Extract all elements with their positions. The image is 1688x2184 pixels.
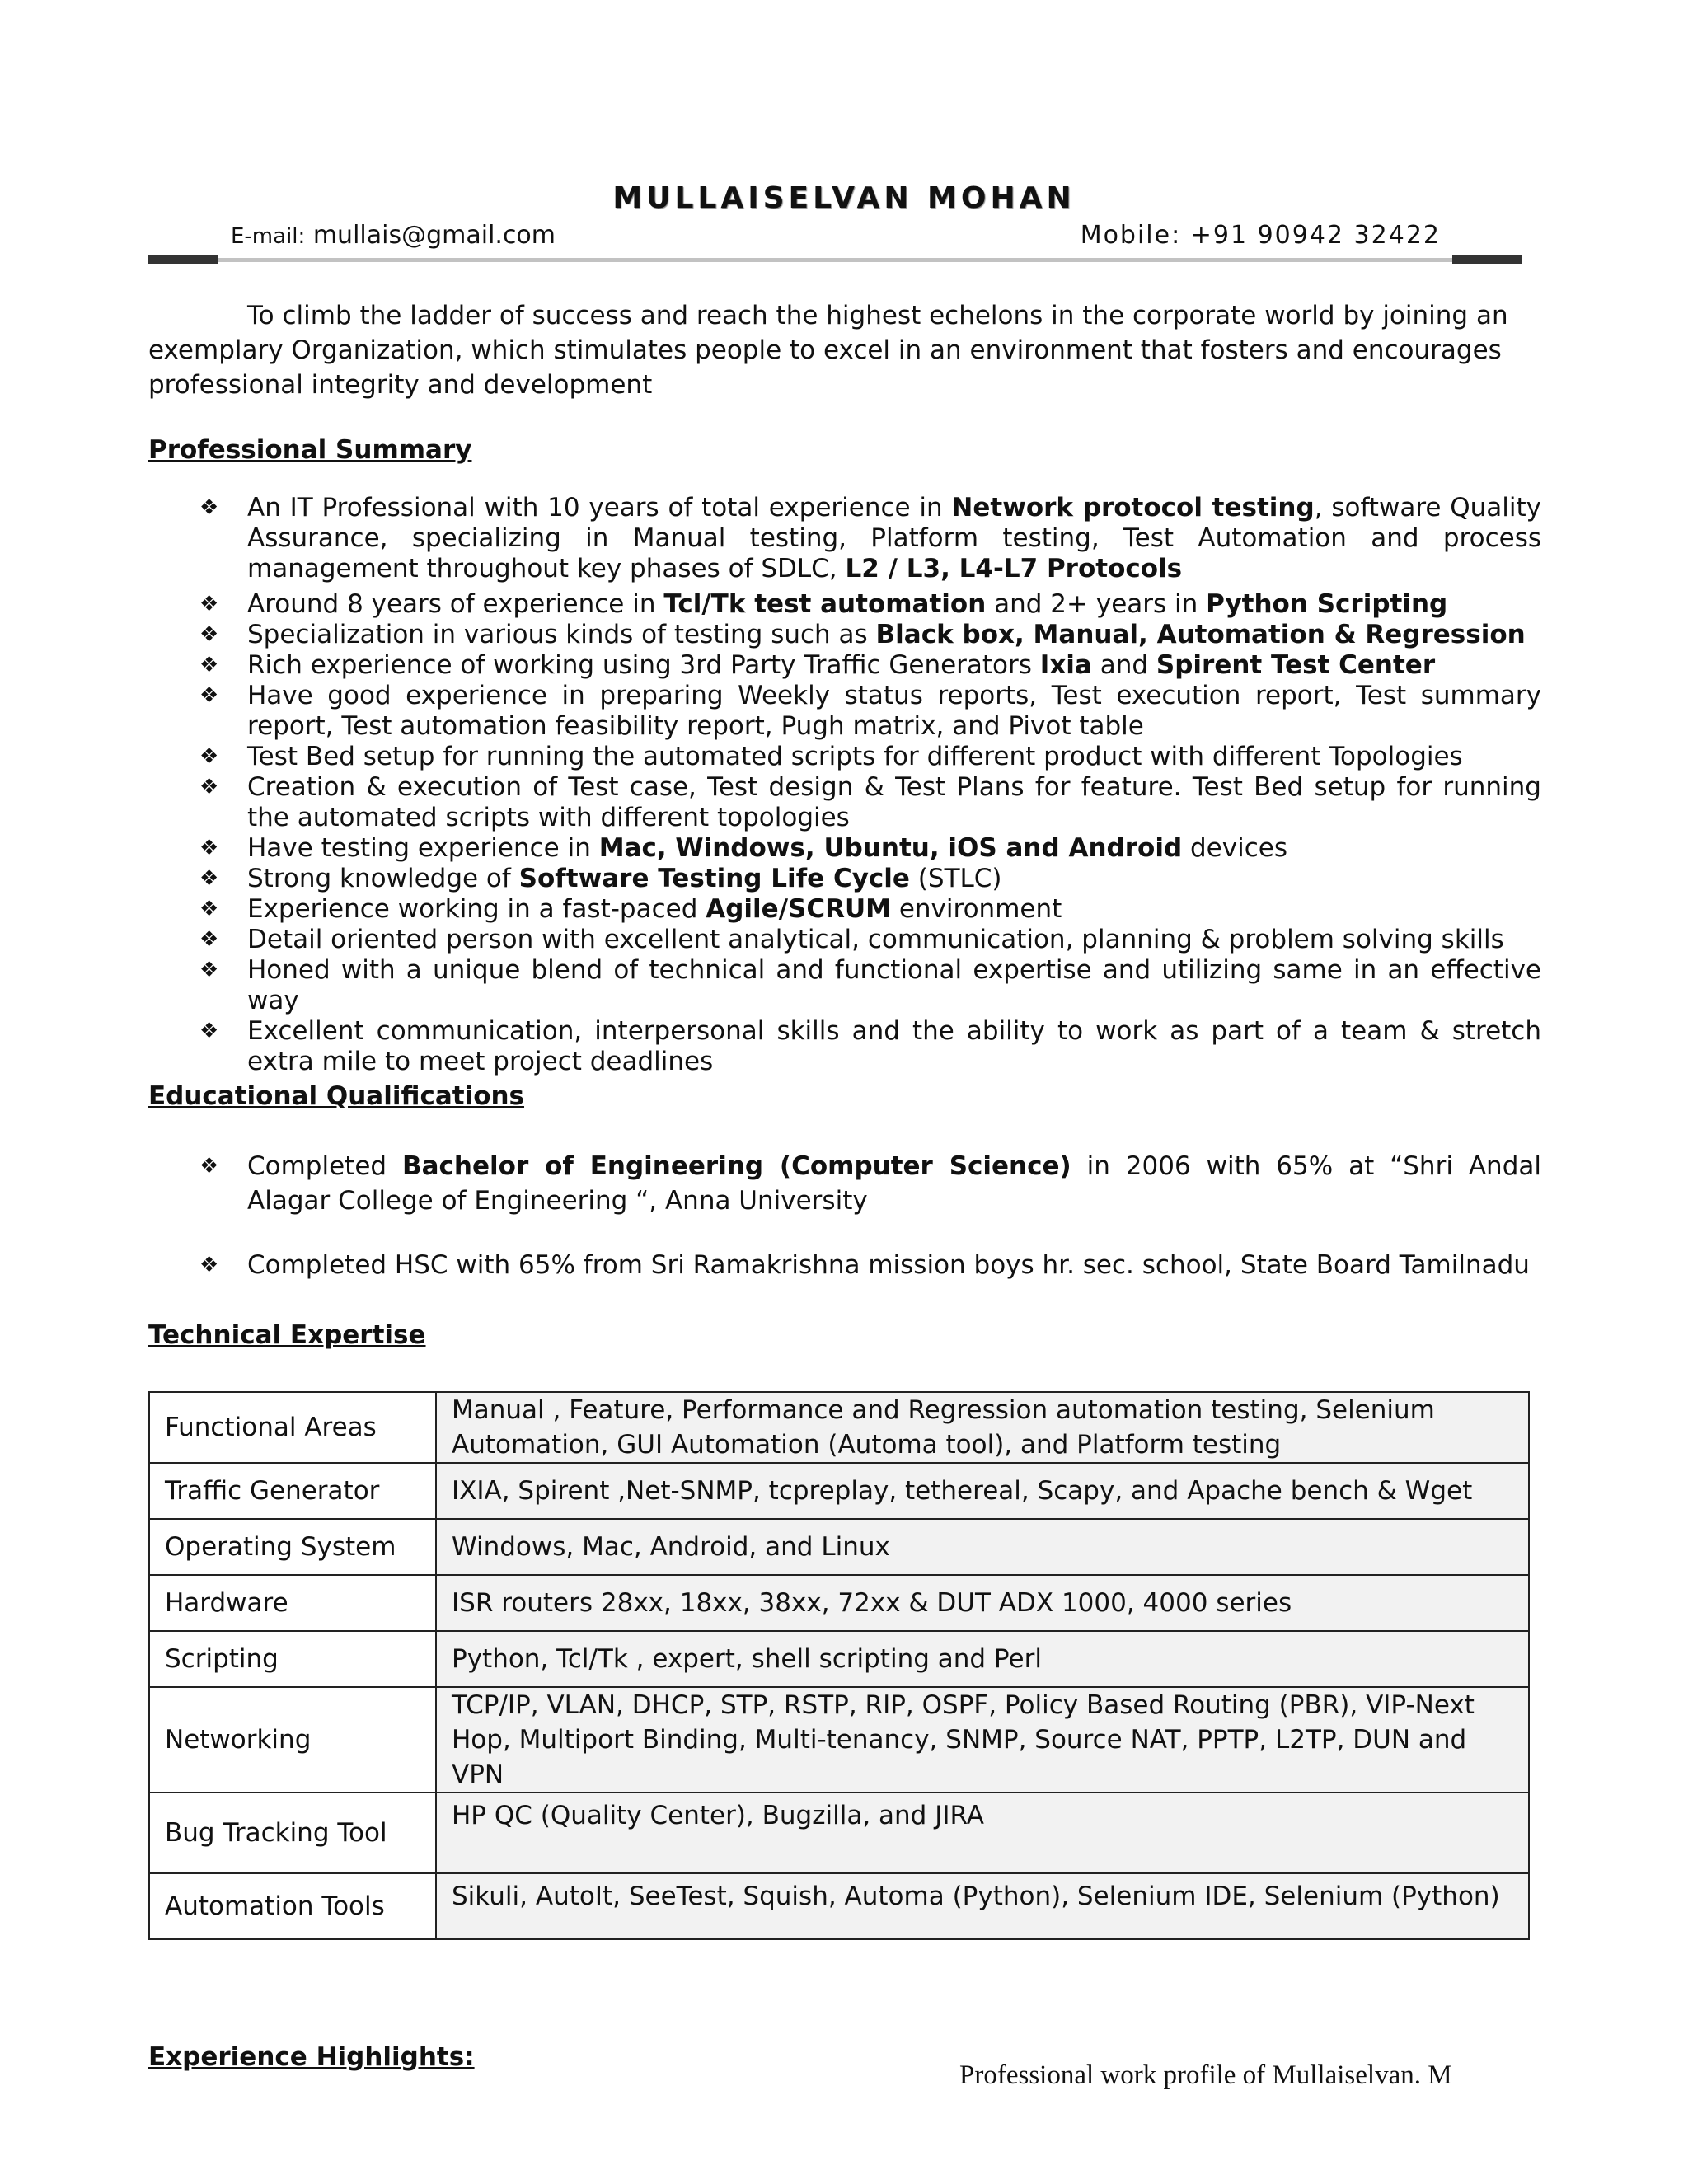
diamond-bullet-icon: ❖ <box>199 927 219 952</box>
diamond-bullet-icon: ❖ <box>199 775 219 799</box>
table-row <box>149 1793 1529 1873</box>
diamond-bullet-icon: ❖ <box>199 1154 219 1179</box>
technical-expertise-heading: Technical Expertise <box>148 1320 426 1350</box>
mobile-number: Mobile: +91 90942 32422 <box>1080 221 1441 250</box>
diamond-bullet-icon: ❖ <box>199 1019 219 1043</box>
diamond-bullet-icon: ❖ <box>199 653 219 677</box>
diamond-bullet-icon: ❖ <box>199 897 219 921</box>
list-item: ❖ Detail oriented person with excellent analytical, communication, planning & problem solving skills <box>199 925 1504 954</box>
list-item: ❖ Rich experience of working using 3rd Party Traffic Generators Ixia and Spirent Test Center <box>199 650 1436 680</box>
header-divider <box>148 255 1522 264</box>
list-item: ❖ Excellent communication, interpersonal skills and the ability to work as part of a team & stretch extra mile to meet project deadlines <box>199 1016 1541 1076</box>
table-key: Networking <box>149 1687 436 1793</box>
table-key: Traffic Generator <box>149 1463 436 1519</box>
table-key: Hardware <box>149 1575 436 1631</box>
email-line <box>231 221 556 250</box>
list-item: ❖ Around 8 years of experience in Tcl/Tk test automation and 2+ years in Python Scripting <box>199 589 1448 619</box>
technical-expertise-table <box>148 1391 1530 1940</box>
list-item: ❖ Creation & execution of Test case, Test design & Test Plans for feature. Test Bed setup for running the automated scripts with different topologies <box>199 772 1541 832</box>
table-value: Sikuli, AutoIt, SeeTest, Squish, Automa (Python), Selenium IDE, Selenium (Python) <box>436 1873 1529 1939</box>
table-row <box>149 1392 1529 1463</box>
diamond-bullet-icon: ❖ <box>199 958 219 982</box>
list-item: ❖ Have testing experience in Mac, Windows, Ubuntu, iOS and Android devices <box>199 833 1287 863</box>
education-list <box>148 1149 1541 1282</box>
table-row <box>149 1519 1529 1575</box>
diamond-bullet-icon: ❖ <box>199 866 219 891</box>
career-objective: To climb the ladder of success and reach the highest echelons in the corporate world by joining an exemplary Organization, which stimulates people to excel in an environment that fosters and encourages professional integrity and development <box>148 301 1508 400</box>
table-value: Manual , Feature, Performance and Regression automation testing, Selenium Automation, GUI Automation (Automa tool), and Platform testing <box>436 1392 1529 1463</box>
table-key: Scripting <box>149 1631 436 1687</box>
table-value: ISR routers 28xx, 18xx, 38xx, 72xx & DUT ADX 1000, 4000 series <box>436 1575 1529 1631</box>
list-item: ❖ Completed HSC with 65% from Sri Ramakrishna mission boys hr. sec. school, State Board Tamilnadu <box>148 1248 1541 1282</box>
list-item: ❖ An IT Professional with 10 years of total experience in Network protocol testing, software Quality Assurance, specializing in Manual testing, Platform testing, Test Automation and process management throughout key phases of SDLC, L2 / L3, L4-L7 Protocols <box>199 493 1542 583</box>
list-item: ❖ Experience working in a fast-paced Agile/SCRUM environment <box>199 894 1062 924</box>
list-item: ❖ Honed with a unique blend of technical and functional expertise and utilizing same in an effective way <box>199 955 1541 1015</box>
table-value: IXIA, Spirent ,Net-SNMP, tcpreplay, tethereal, Scapy, and Apache bench & Wget <box>436 1463 1529 1519</box>
table-key: Automation Tools <box>149 1873 436 1939</box>
table-value: Windows, Mac, Android, and Linux <box>436 1519 1529 1575</box>
list-item: ❖ Completed Bachelor of Engineering (Computer Science) in 2006 with 65% at “Shri Andal Alagar College of Engineering “, Anna University <box>148 1149 1541 1218</box>
table-value: HP QC (Quality Center), Bugzilla, and JIRA <box>436 1793 1529 1873</box>
email-label: E-mail: <box>231 224 306 249</box>
diamond-bullet-icon: ❖ <box>199 836 219 860</box>
table-key: Bug Tracking Tool <box>149 1793 436 1873</box>
table-key: Functional Areas <box>149 1392 436 1463</box>
email-address[interactable]: mullais@gmail.com <box>312 221 556 250</box>
experience-heading: Experience Highlights: <box>148 2042 475 2072</box>
table-row <box>149 1463 1529 1519</box>
diamond-bullet-icon: ❖ <box>199 683 219 708</box>
diamond-bullet-icon: ❖ <box>199 592 219 616</box>
table-value: Python, Tcl/Tk , expert, shell scripting and Perl <box>436 1631 1529 1687</box>
table-key: Operating System <box>149 1519 436 1575</box>
list-item: ❖ Strong knowledge of Software Testing Life Cycle (STLC) <box>199 864 1002 893</box>
page-footer: Professional work profile of Mullaiselvan. M <box>959 2060 1452 2090</box>
list-item: ❖ Specialization in various kinds of testing such as Black box, Manual, Automation & Regression <box>199 620 1526 649</box>
diamond-bullet-icon: ❖ <box>199 622 219 647</box>
diamond-bullet-icon: ❖ <box>199 1253 219 1277</box>
list-item: ❖ Test Bed setup for running the automated scripts for different product with different Topologies <box>199 742 1463 771</box>
professional-summary-heading: Professional Summary <box>148 435 472 465</box>
table-row <box>149 1631 1529 1687</box>
table-row <box>149 1873 1529 1939</box>
education-heading: Educational Qualifications <box>148 1081 525 1111</box>
diamond-bullet-icon: ❖ <box>199 744 219 769</box>
table-row <box>149 1575 1529 1631</box>
table-value: TCP/IP, VLAN, DHCP, STP, RSTP, RIP, OSPF, Policy Based Routing (PBR), VIP-Next Hop, Multiport Binding, Multi-tenancy, SNMP, Source NAT, PPTP, L2TP, DUN and VPN <box>436 1687 1529 1793</box>
professional-summary-list <box>148 493 1541 1077</box>
list-item: ❖ Have good experience in preparing Weekly status reports, Test execution report, Test summary report, Test automation feasibility report, Pugh matrix, and Pivot table <box>199 681 1541 741</box>
candidate-name: MULLAISELVAN MOHAN <box>612 181 1076 215</box>
diamond-bullet-icon: ❖ <box>199 495 219 520</box>
table-row <box>149 1687 1529 1793</box>
